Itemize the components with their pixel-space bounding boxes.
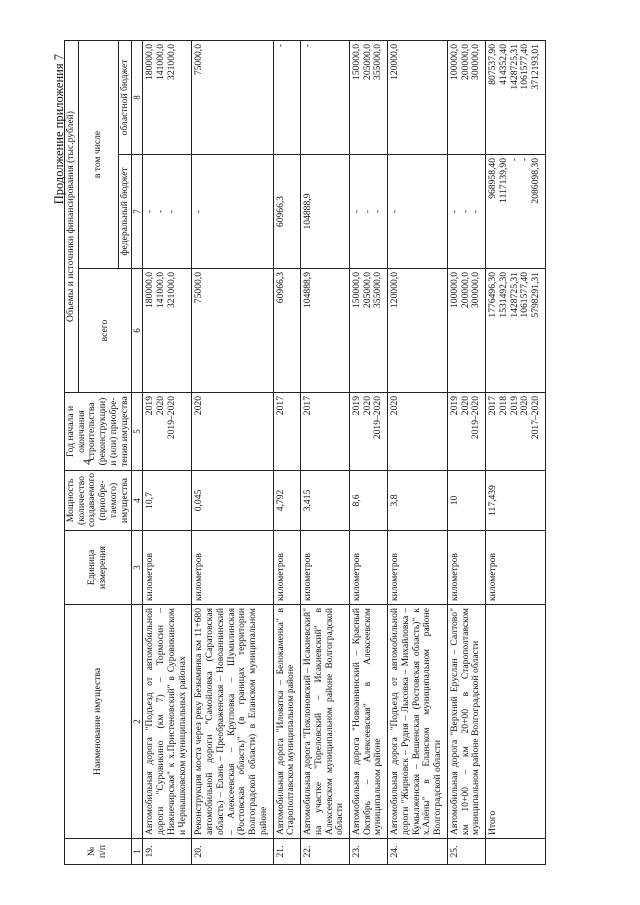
row-total-line: 355000,0 xyxy=(372,272,384,308)
row-federal-line: 60966,3 xyxy=(274,195,286,228)
row-federal-line: - xyxy=(459,209,471,214)
total-row-years-line: 2020 xyxy=(519,396,531,416)
row-total-line: 141000,0 xyxy=(155,272,167,308)
header-num: № п/п xyxy=(65,839,132,865)
row-years-line: 2019–2020 xyxy=(470,396,482,440)
row-years-line: 2019–2020 xyxy=(165,396,177,440)
row-total xyxy=(388,269,448,393)
total-row-total-line: 5798291,31 xyxy=(529,272,541,318)
row-unit: километров xyxy=(388,531,448,605)
row-federal-line: - xyxy=(155,209,167,214)
total-row-total-line: 1428725,31 xyxy=(508,272,520,318)
row-years-line: 2020 xyxy=(155,396,167,416)
row-total xyxy=(143,269,192,393)
row-federal xyxy=(349,155,387,269)
total-row-regional-line: 1428725,31 xyxy=(508,43,520,90)
total-row-federal-line: 1117139,90 xyxy=(497,158,509,203)
total-row xyxy=(486,40,546,864)
row-name: Автомобильная дорога "Подъезд от автомобильной дороги "Суровикино (км 7) – Тормосин – Нижнечирская" к х.Пристеновский" в Суровикинском и Чернышковском муниципальных районах xyxy=(143,605,192,839)
row-capacity: 3,8 xyxy=(388,471,448,531)
row-years-line: 2017 xyxy=(274,396,286,416)
row-federal-line: - xyxy=(144,209,156,214)
total-row-total xyxy=(486,269,546,393)
row-regional xyxy=(447,40,485,154)
row-years xyxy=(447,393,485,471)
row-regional-line: 300000,0 xyxy=(470,43,482,80)
row-federal-line: - xyxy=(372,209,384,214)
row-regional-line: 180000,0 xyxy=(144,43,156,80)
row-total-line: 300000,0 xyxy=(470,272,482,308)
header-regional: областной бюджет xyxy=(118,40,132,154)
row-federal xyxy=(143,155,192,269)
row-unit: километров xyxy=(301,531,350,605)
row-federal-line: - xyxy=(361,209,373,214)
row-federal-line: - xyxy=(448,209,460,214)
header-federal: федеральный бюджет xyxy=(118,155,132,269)
column-number: 7 xyxy=(132,155,143,269)
row-years xyxy=(388,393,448,471)
row-regional-line: 120000,0 xyxy=(389,43,401,80)
table-row xyxy=(143,40,192,864)
total-row-regional-line: 414352,40 xyxy=(497,43,509,85)
column-number: 5 xyxy=(132,393,143,471)
row-regional xyxy=(273,40,300,154)
row-regional-line: 355000,0 xyxy=(372,43,384,80)
row-total xyxy=(192,269,273,393)
row-years xyxy=(349,393,387,471)
row-unit: километров xyxy=(192,531,273,605)
row-number: 20. xyxy=(192,839,273,865)
row-regional-line: 100000,0 xyxy=(448,43,460,80)
row-regional xyxy=(388,40,448,154)
appendix-caption: Продолжение приложения 7 xyxy=(52,54,66,205)
row-total-line: 200000,0 xyxy=(459,272,471,308)
row-regional-line: 75000,0 xyxy=(193,43,205,76)
row-capacity: 10,7 xyxy=(143,471,192,531)
row-total-line: 75000,0 xyxy=(193,272,205,304)
row-years xyxy=(192,393,273,471)
total-row-years-line: 2017 xyxy=(487,396,499,416)
row-regional-line: 150000,0 xyxy=(350,43,362,80)
row-regional xyxy=(301,40,350,154)
row-name: Реконструкция моста через реку Безымянка км 11+680 автомобильной дороги "Самойловка (Саратовская область) – Елань – Преображенская – Новоаннинский – Алексеевская – Кругловка – Шумилинская (Ростовская область)" (в границах территории Волгоградской области) в Еланском муниципальном районе xyxy=(192,605,273,839)
row-capacity: 8,6 xyxy=(349,471,387,531)
row-federal xyxy=(273,155,300,269)
column-number: 3 xyxy=(132,531,143,605)
row-total-line: 120000,0 xyxy=(389,272,401,308)
row-regional xyxy=(192,40,273,154)
row-total-line: 205000,0 xyxy=(361,272,373,308)
row-regional-line: - xyxy=(274,43,286,48)
row-regional-line: 200000,0 xyxy=(459,43,471,80)
total-row-regional-line: 807537,90 xyxy=(487,43,499,85)
row-federal xyxy=(192,155,273,269)
row-years-line: 2020 xyxy=(361,396,373,416)
row-name: Автомобильная дорога "Поклоновский – Исакиевский" на участке "Тореловский – Исакиевский" в Алексеевском муниципальном районе Волгоградской области xyxy=(301,605,350,839)
row-total xyxy=(301,269,350,393)
row-unit: километров xyxy=(273,531,300,605)
total-row-federal-line: 2086098,30 xyxy=(529,158,541,204)
total-row-regional-line: 1061577,40 xyxy=(519,43,531,90)
row-federal-line: - xyxy=(470,209,482,214)
row-number: 23. xyxy=(349,839,387,865)
row-federal xyxy=(447,155,485,269)
row-number: 22. xyxy=(301,839,350,865)
total-row-total-line: 1531492,30 xyxy=(497,272,509,318)
total-row-federal-line: - xyxy=(508,158,520,162)
row-total-line: 180000,0 xyxy=(144,272,156,308)
row-regional-line: 321000,0 xyxy=(165,43,177,80)
row-years-line: 2019 xyxy=(448,396,460,416)
row-years-line: 2017 xyxy=(302,396,314,416)
row-name: Автомобильная дорога "Верхний Еруслан – Салтово" км 10+00 – км 20+00 в Старополтавском муниципальном районе Волгоградской области xyxy=(447,605,485,839)
row-total-line: 150000,0 xyxy=(350,272,362,308)
total-row-years-line: 2018 xyxy=(497,396,509,416)
table-row xyxy=(301,40,350,864)
row-unit: километров xyxy=(447,531,485,605)
header-capacity: Мощность (количество создаваемого (приобре-таемого) имущества xyxy=(65,471,132,531)
row-years-line: 2019 xyxy=(350,396,362,416)
column-number: 4 xyxy=(132,471,143,531)
row-years-line: 2020 xyxy=(193,396,205,416)
total-row-num xyxy=(486,839,546,865)
table-row xyxy=(273,40,300,864)
total-row-regional-line: 3712193,01 xyxy=(529,43,541,90)
property-table xyxy=(64,40,546,865)
row-total xyxy=(273,269,300,393)
row-unit: километров xyxy=(143,531,192,605)
row-regional-line: 141000,0 xyxy=(155,43,167,80)
table-row xyxy=(388,40,448,864)
total-row-unit: километров xyxy=(486,531,546,605)
total-row-capacity: 117,439 xyxy=(486,471,546,531)
header-name: Наименование имущества xyxy=(65,605,132,839)
row-capacity: 4,792 xyxy=(273,471,300,531)
header-including: в том числе xyxy=(78,40,118,268)
row-years-line: 2019–2020 xyxy=(372,396,384,440)
total-row-federal xyxy=(486,155,546,269)
page-number: 4 xyxy=(80,459,94,465)
table-body xyxy=(143,40,545,864)
row-number: 24. xyxy=(388,839,448,865)
row-number: 21. xyxy=(273,839,300,865)
column-number: 1 xyxy=(132,839,143,865)
total-row-years-line: 2017–2020 xyxy=(529,396,541,440)
total-row-years-line: 2019 xyxy=(508,396,520,416)
row-federal-line: - xyxy=(350,209,362,214)
row-years xyxy=(273,393,300,471)
header-funding: Объемы и источники финансирования (тыс.рублей) xyxy=(65,40,79,392)
row-total xyxy=(447,269,485,393)
header-unit: Единица измерения xyxy=(65,531,132,605)
row-total-line: 60966,3 xyxy=(274,272,286,304)
row-name: Автомобильная дорога "Иловатка – Белокаменка" в Старополтавском муниципальном районе xyxy=(273,605,300,839)
header-total: всего xyxy=(78,269,132,393)
row-regional-line: - xyxy=(302,43,314,48)
row-years-line: 2019 xyxy=(144,396,156,416)
row-total-line: 321000,0 xyxy=(165,272,177,308)
column-number: 6 xyxy=(132,269,143,393)
row-years-line: 2020 xyxy=(389,396,401,416)
row-capacity: 10 xyxy=(447,471,485,531)
row-years-line: 2020 xyxy=(459,396,471,416)
row-name: Автомобильная дорога "Новоаннинский – Красный Октябрь – Алексеевская" в Алексеевском муниципальном районе xyxy=(349,605,387,839)
total-row-total-line: 1061577,40 xyxy=(519,272,531,318)
row-capacity: 3,415 xyxy=(301,471,350,531)
row-federal-line: - xyxy=(165,209,177,214)
table-row xyxy=(349,40,387,864)
row-years xyxy=(143,393,192,471)
row-capacity: 0,045 xyxy=(192,471,273,531)
row-federal-line: - xyxy=(389,209,401,214)
total-row-regional xyxy=(486,40,546,154)
row-federal-line: 104888,9 xyxy=(302,193,314,230)
column-number: 2 xyxy=(132,605,143,839)
total-row-federal-line: - xyxy=(519,158,531,162)
column-number-row xyxy=(132,40,143,864)
total-row-years xyxy=(486,393,546,471)
row-total-line: 100000,0 xyxy=(448,272,460,308)
row-regional xyxy=(349,40,387,154)
total-row-label: Итого xyxy=(486,605,546,839)
row-unit: километров xyxy=(349,531,387,605)
total-row-federal-line: 968958,40 xyxy=(487,158,499,199)
row-total xyxy=(349,269,387,393)
row-federal xyxy=(301,155,350,269)
row-federal-line: - xyxy=(193,209,205,214)
total-row-total-line: 1776496,30 xyxy=(487,272,499,318)
row-regional-line: 205000,0 xyxy=(361,43,373,80)
column-number: 8 xyxy=(132,40,143,154)
row-number: 19. xyxy=(143,839,192,865)
row-federal xyxy=(388,155,448,269)
row-total-line: 104888,9 xyxy=(302,272,314,308)
header-year: Год начала и окончания строительства (реконструкции) и (или) приобре-тения имущества xyxy=(65,393,132,471)
row-years xyxy=(301,393,350,471)
row-name: Автомобильная дорога "Подъезд от автомобильной дороги "Жирновск – Рудня – Лысовка – Михайловка – Кумылженская – Вешенская (Ростовская область)" к х.Алёны" в Еланском муниципальном районе Волгоградской области xyxy=(388,605,448,839)
row-regional xyxy=(143,40,192,154)
table-row xyxy=(447,40,485,864)
row-number: 25. xyxy=(447,839,485,865)
table-row xyxy=(192,40,273,864)
